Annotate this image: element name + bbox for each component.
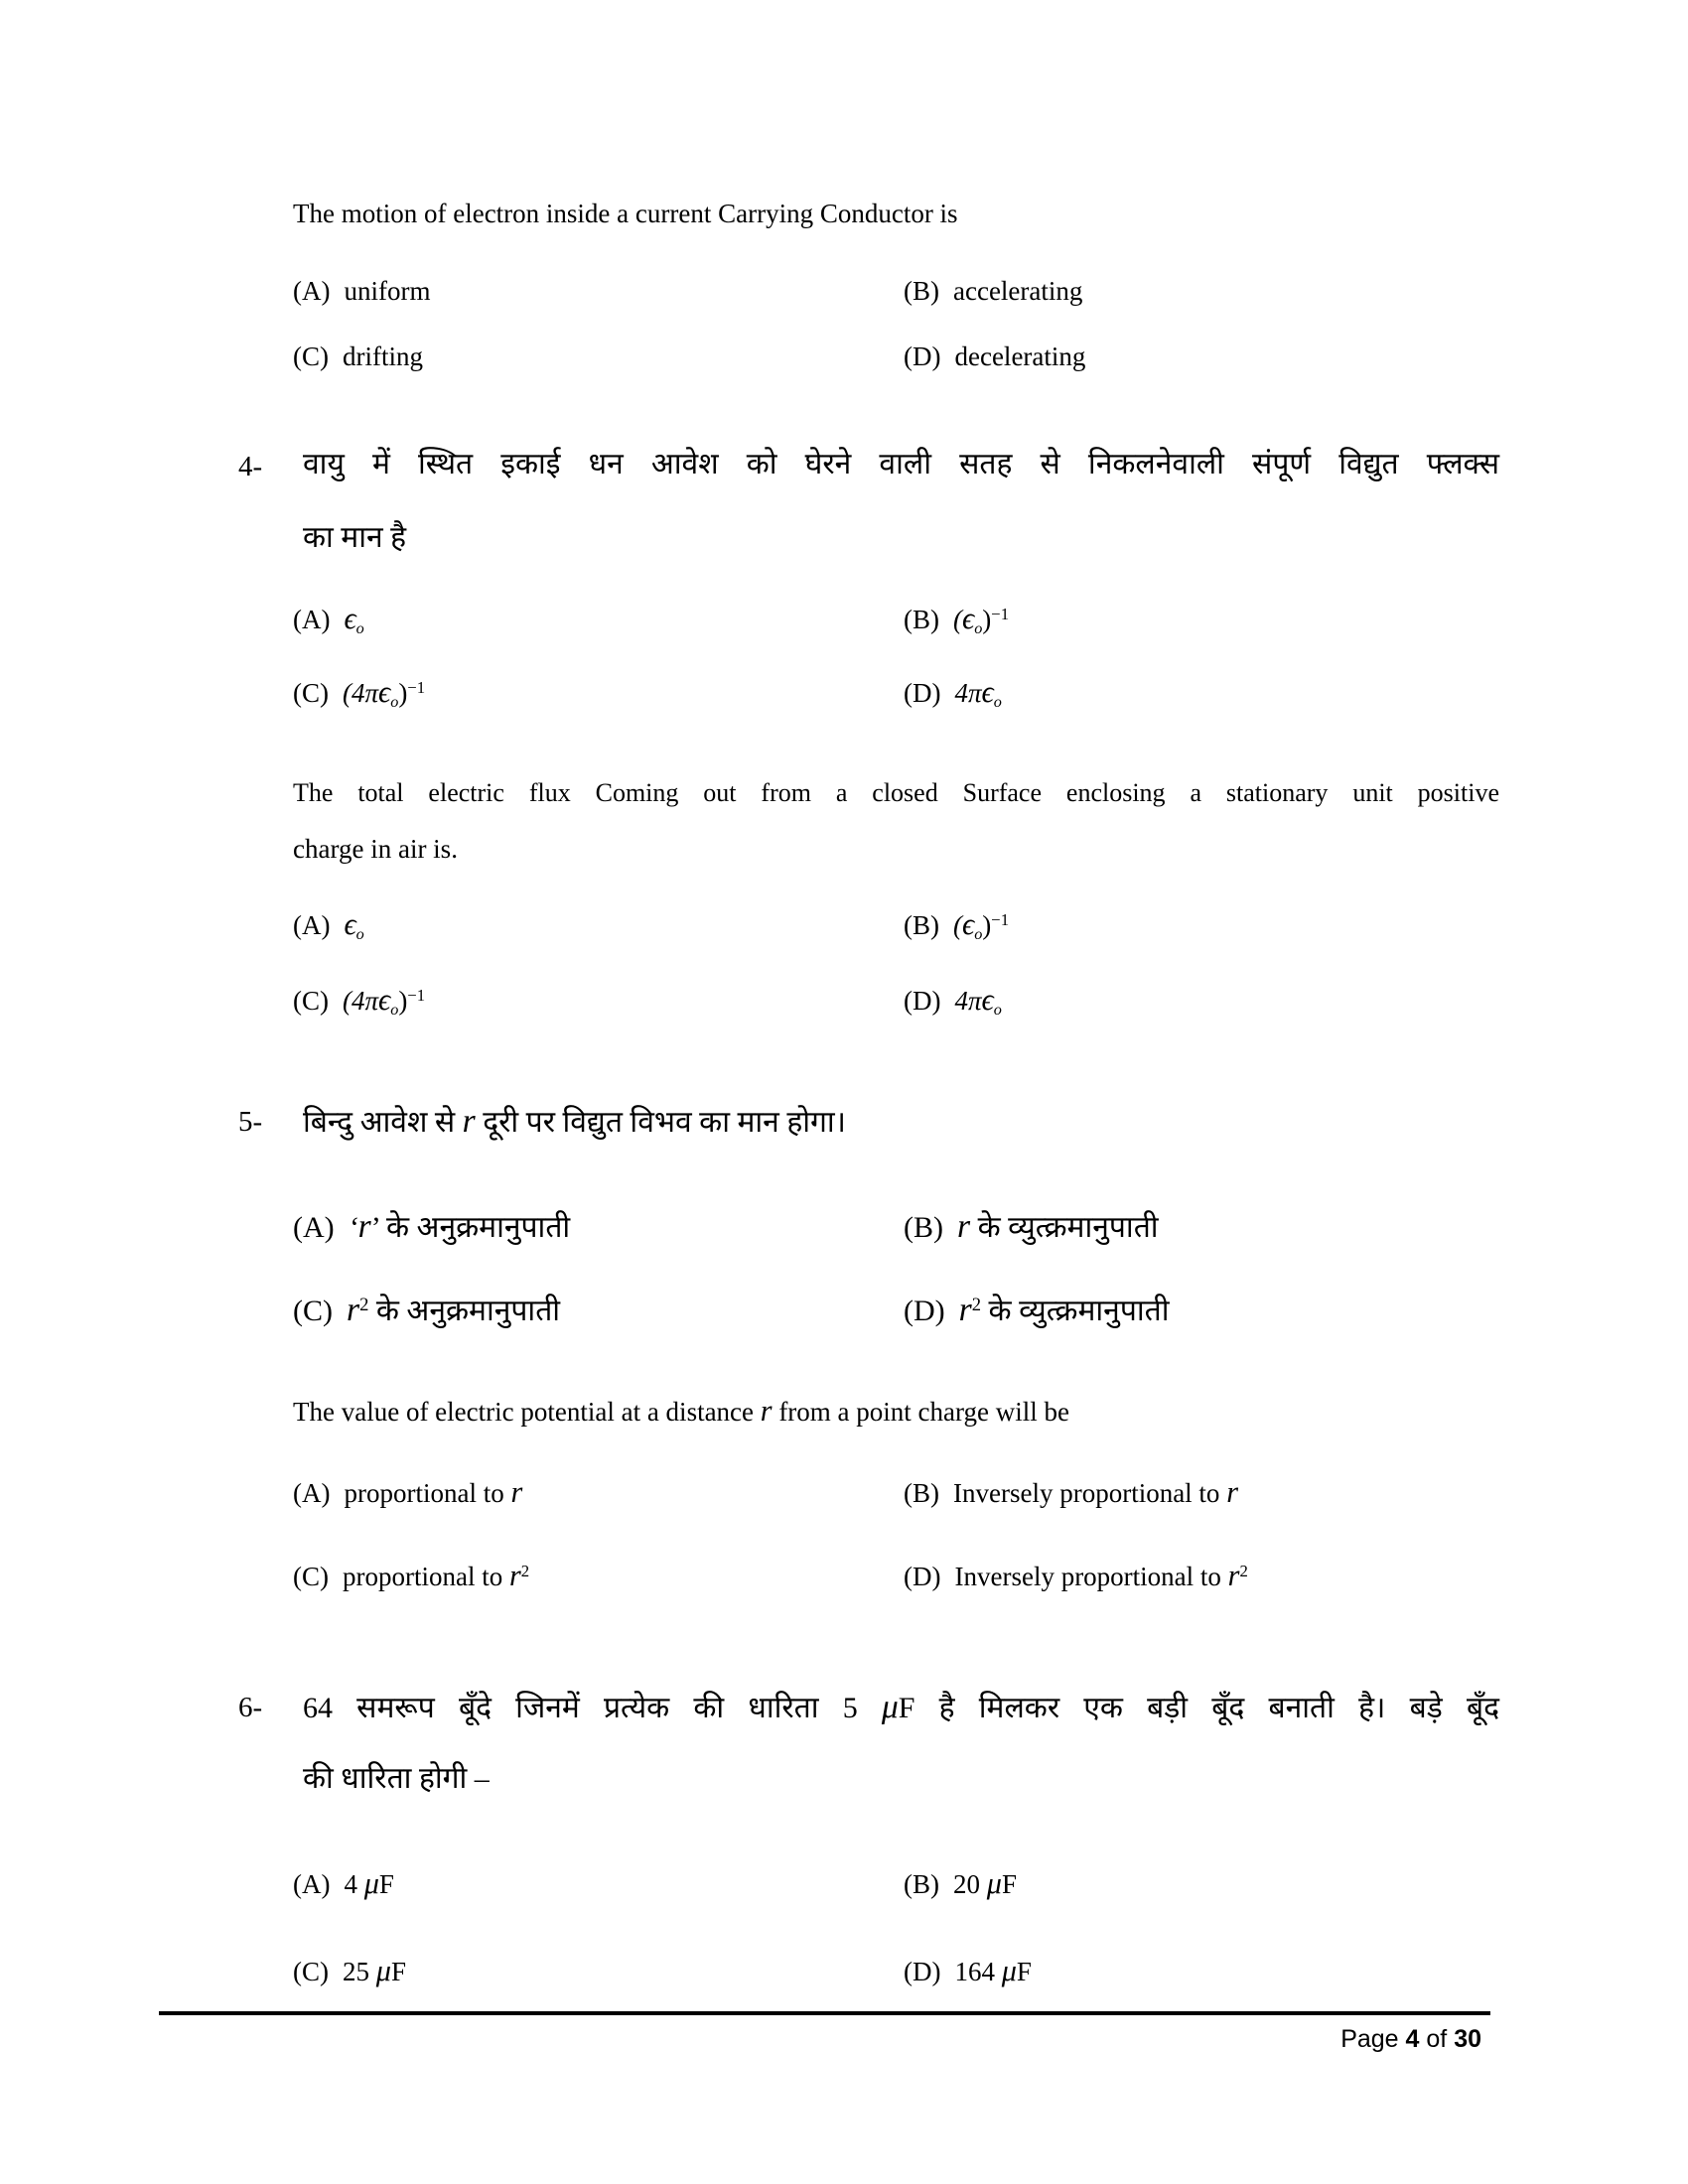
r-symbol: r [462, 1103, 476, 1140]
r-symbol: r [508, 1559, 521, 1592]
page-label: Page [1340, 2025, 1406, 2053]
option-label: (C) [293, 986, 329, 1016]
page-total: 30 [1454, 2025, 1481, 2053]
q4-en-option-a [293, 905, 364, 945]
option-label: (B) [904, 276, 939, 306]
option-label: (A) [293, 1869, 331, 1899]
mu-symbol: μ [986, 1866, 1002, 1900]
epsilon-symbol: ϵ [962, 907, 975, 941]
epsilon-symbol: ϵ [981, 675, 994, 709]
epsilon-symbol: ϵ [378, 675, 391, 709]
option-text: Inversely proportional to [953, 1478, 1227, 1508]
q6-stem-hindi-line1 [303, 1684, 1499, 1732]
q6-number: 6- [238, 1692, 263, 1723]
r-symbol: r [760, 1394, 773, 1428]
q5-stem-english [293, 1392, 1069, 1431]
option-text: uniform [344, 276, 431, 306]
option-label: (D) [904, 1957, 941, 1986]
q5-number: 5- [238, 1106, 263, 1138]
r-symbol: r [958, 1292, 972, 1328]
option-label: (C) [293, 1957, 329, 1986]
math-prefix: ( [953, 910, 962, 940]
math-subscript: o [355, 924, 364, 943]
option-text: के व्युत्क्रमानुपाती [970, 1211, 1159, 1244]
option-label: (D) [904, 678, 941, 708]
math-exponent: 2 [1239, 1561, 1248, 1580]
math-exponent: 2 [971, 1294, 982, 1315]
q3-option-a [293, 274, 430, 309]
stem-text: The value of electric potential at a distance [293, 1397, 761, 1427]
q6-stem-hindi-line2: की धारिता होगी – [303, 1762, 490, 1795]
option-text: proportional to [343, 1562, 509, 1591]
q4-stem-hindi-line2: का मान है [303, 521, 407, 554]
r-symbol: r [347, 1292, 360, 1328]
option-label: (A) [293, 1211, 335, 1244]
epsilon-symbol: ϵ [378, 983, 391, 1017]
option-label: (D) [904, 341, 941, 371]
option-text: Inversely proportional to [954, 1562, 1228, 1591]
stem-text: from a point charge will be [772, 1397, 1069, 1427]
option-label: (A) [293, 605, 331, 634]
stem-text: दूरी पर विद्युत विभव का मान होगा। [475, 1106, 847, 1139]
q4-option-d [904, 673, 1002, 713]
q3-stem-english: The motion of electron inside a current Carrying Conductor is [293, 199, 958, 228]
q4-stem-english-line1: The total electric flux Coming out from a closed Surface enclosing a stationary unit positive [293, 778, 1499, 807]
page-of-label: of [1419, 2025, 1455, 2053]
epsilon-symbol: ϵ [981, 983, 994, 1017]
farad-unit: F [1016, 1957, 1032, 1986]
option-value: 25 [343, 1957, 376, 1986]
option-label: (C) [293, 678, 329, 708]
option-label: (B) [904, 605, 939, 634]
q5-en-option-c [293, 1557, 529, 1595]
stem-text: 64 समरूप बूँदे जिनमें प्रत्येक की धारिता 5 [303, 1692, 882, 1724]
footer-rule [159, 2011, 1490, 2015]
option-label: (C) [293, 1295, 333, 1327]
option-label: (C) [293, 1562, 329, 1591]
q5-stem-hindi [303, 1098, 846, 1147]
option-label: (B) [904, 1869, 939, 1899]
r-symbol: r [357, 1208, 371, 1245]
epsilon-symbol: ϵ [344, 602, 356, 635]
option-text: के व्युत्क्रमानुपाती [981, 1295, 1170, 1327]
option-label: (A) [293, 910, 331, 940]
r-symbol: r [1227, 1559, 1240, 1592]
stem-text: बिन्दु आवेश से [303, 1106, 463, 1139]
q4-stem-hindi-line1: वायु में स्थित इकाई धन आवेश को घेरने वाली सतह से निकलनेवाली संपूर्ण विद्युत फ्लक्स [303, 448, 1499, 480]
q4-option-b [904, 600, 1009, 639]
q5-option-b [904, 1203, 1159, 1252]
r-symbol: r [1226, 1475, 1238, 1509]
option-text: के अनुक्रमानुपाती [368, 1295, 561, 1327]
close-quote: ’ [370, 1211, 379, 1244]
q5-en-option-b [904, 1473, 1238, 1512]
option-value: 20 [953, 1869, 987, 1899]
option-label: (B) [904, 1478, 939, 1508]
q6-option-d [904, 1952, 1032, 1990]
option-value: 4 [344, 1869, 364, 1899]
stem-text: है मिलकर एक बड़ी बूँद बनाती है। बड़े बूँद [914, 1692, 1499, 1724]
option-text: decelerating [954, 341, 1086, 371]
farad-unit: F [898, 1692, 915, 1724]
math-prefix: ( [953, 605, 962, 634]
q6-option-b [904, 1864, 1017, 1903]
math-exponent: −1 [991, 604, 1010, 623]
math-exponent: 2 [520, 1561, 530, 1580]
math-subscript: o [974, 618, 983, 637]
q4-en-option-c [293, 981, 425, 1021]
farad-unit: F [378, 1869, 394, 1899]
q4-stem-english-line2: charge in air is. [293, 834, 458, 864]
math-suffix: ) [398, 986, 408, 1016]
r-symbol: r [510, 1475, 523, 1509]
option-text: drifting [343, 341, 423, 371]
option-label: (D) [904, 986, 941, 1016]
q4-en-option-d [904, 981, 1002, 1021]
option-text: proportional to [344, 1478, 511, 1508]
mu-symbol: μ [375, 1954, 391, 1987]
math-suffix: ) [398, 678, 408, 708]
r-symbol: r [957, 1208, 971, 1245]
q3-option-c [293, 340, 423, 374]
option-label: (A) [293, 276, 331, 306]
option-label: (B) [904, 1211, 943, 1244]
option-text: accelerating [953, 276, 1083, 306]
math-subscript: o [974, 924, 983, 943]
farad-unit: F [1001, 1869, 1017, 1899]
open-quote: ‘ [348, 1211, 358, 1244]
math-prefix: 4π [954, 986, 982, 1016]
footer-page-number [1092, 2025, 1481, 2054]
option-text: के अनुक्रमानुपाती [378, 1211, 571, 1244]
q4-en-option-b [904, 905, 1009, 945]
mu-symbol: μ [1001, 1954, 1017, 1987]
q5-option-a [293, 1203, 570, 1252]
q3-option-d [904, 340, 1085, 374]
math-prefix: (4π [343, 986, 379, 1016]
page-current: 4 [1405, 2025, 1420, 2053]
q5-option-d [904, 1287, 1170, 1335]
mu-symbol: μ [881, 1689, 899, 1725]
math-exponent: −1 [407, 985, 426, 1005]
math-suffix: ) [982, 605, 992, 634]
option-label: (D) [904, 1562, 941, 1591]
option-label: (A) [293, 1478, 331, 1508]
q6-option-a [293, 1864, 394, 1903]
epsilon-symbol: ϵ [344, 907, 356, 941]
q5-en-option-d [904, 1557, 1248, 1595]
q4-option-a [293, 600, 364, 639]
q4-number: 4- [238, 451, 263, 482]
math-exponent: −1 [407, 677, 426, 697]
farad-unit: F [390, 1957, 406, 1986]
option-label: (C) [293, 341, 329, 371]
math-subscript: o [355, 618, 364, 637]
math-subscript: o [390, 1000, 399, 1019]
math-subscript: o [390, 692, 399, 711]
q6-option-c [293, 1952, 406, 1990]
math-subscript: o [993, 1000, 1002, 1019]
option-label: (D) [904, 1295, 945, 1327]
math-exponent: 2 [359, 1294, 369, 1315]
math-subscript: o [993, 692, 1002, 711]
mu-symbol: μ [363, 1866, 379, 1900]
math-suffix: ) [982, 910, 992, 940]
q4-option-c [293, 673, 425, 713]
math-exponent: −1 [991, 909, 1010, 929]
math-prefix: 4π [954, 678, 982, 708]
option-value: 164 [954, 1957, 1002, 1986]
q5-option-c [293, 1287, 560, 1335]
math-prefix: (4π [343, 678, 379, 708]
epsilon-symbol: ϵ [962, 602, 975, 635]
q5-en-option-a [293, 1473, 522, 1512]
q3-option-b [904, 274, 1082, 309]
option-label: (B) [904, 910, 939, 940]
